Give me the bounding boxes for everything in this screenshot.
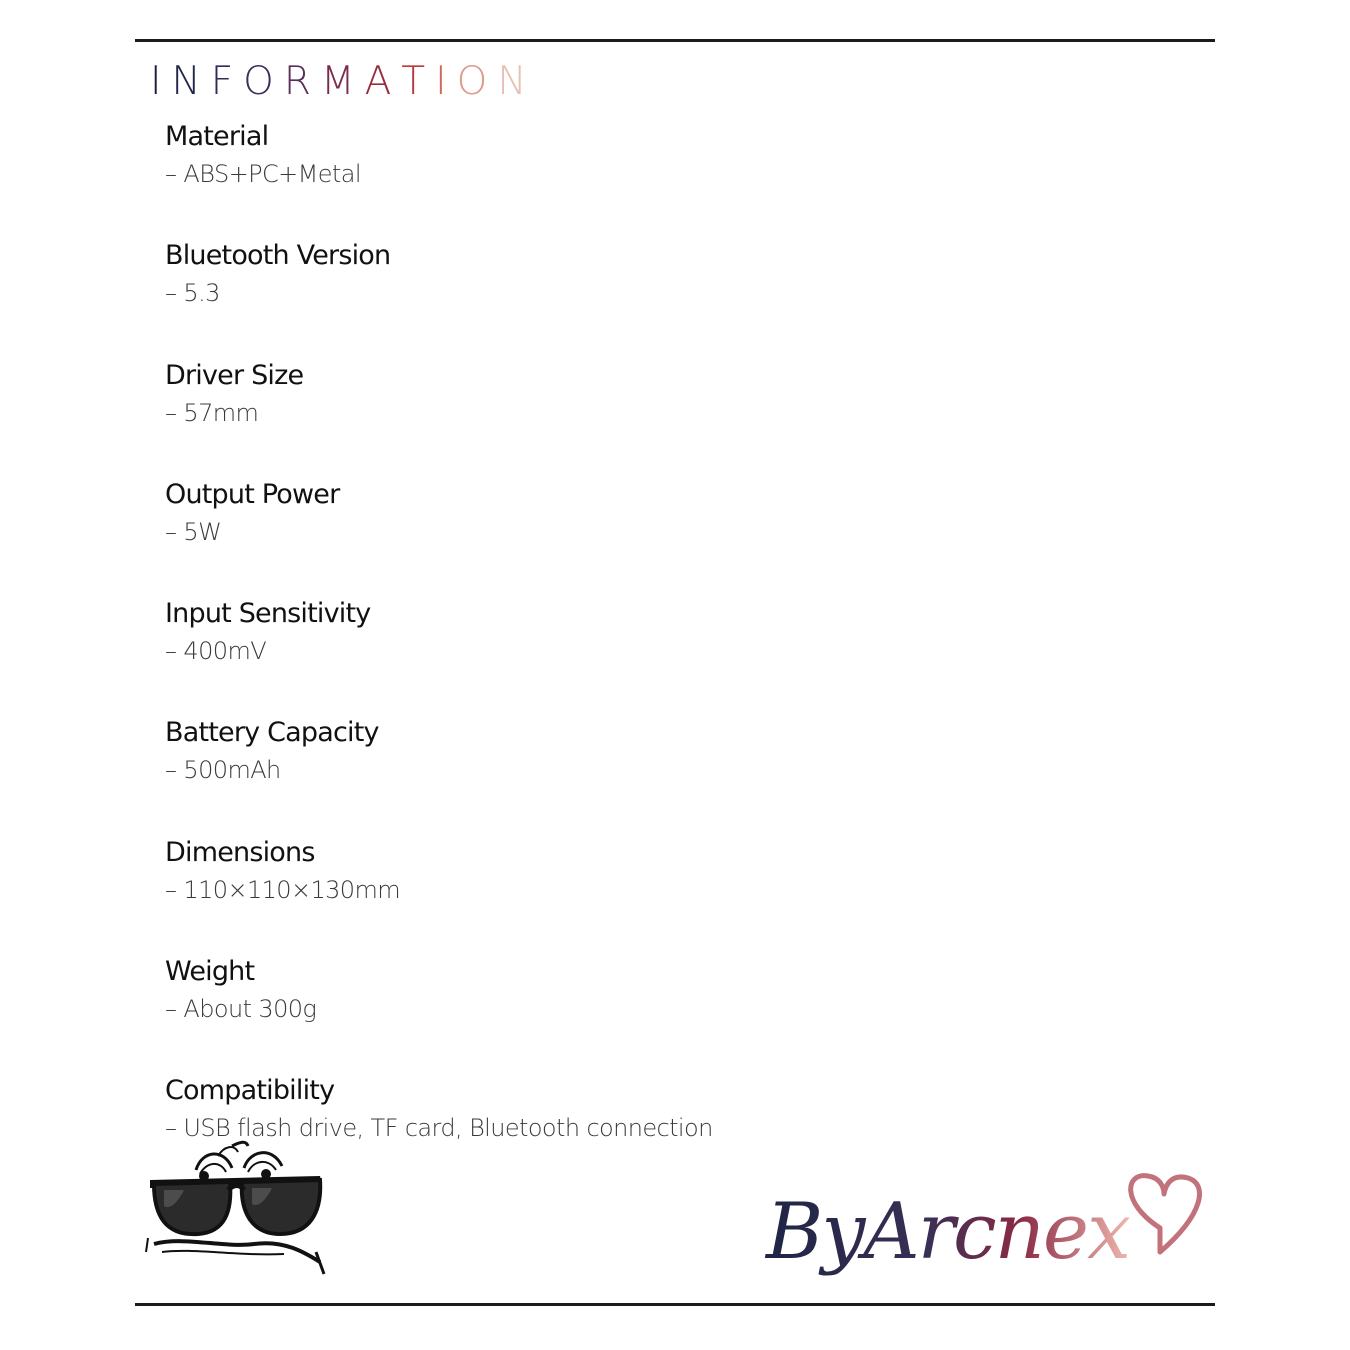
title-letter: O	[243, 59, 284, 104]
title-letter: O	[456, 59, 498, 104]
bottom-divider	[135, 1303, 1215, 1306]
spec-label: Dimensions	[165, 836, 315, 868]
title-letter: M	[320, 59, 365, 104]
spec-value: – About 300g	[165, 994, 317, 1023]
spec-value: – 5W	[165, 517, 222, 546]
spec-value: – 500mAh	[165, 756, 281, 785]
spec-item	[165, 596, 1065, 715]
spec-value: – 400mV	[165, 637, 267, 665]
title-letter: R	[283, 59, 321, 104]
spec-item	[165, 358, 1065, 477]
page-title	[150, 58, 537, 106]
spec-item	[165, 835, 1065, 954]
spec-label: Battery Capacity	[165, 717, 379, 749]
spec-value: – 5.3	[165, 279, 220, 308]
heart-icon	[1131, 1176, 1200, 1252]
title-letter: I	[150, 59, 172, 104]
spec-label: Bluetooth Version	[165, 240, 391, 272]
spec-label: Input Sensitivity	[165, 598, 371, 629]
title-letter: N	[497, 59, 537, 104]
spec-label: Output Power	[165, 478, 340, 510]
signature-text: ByArcnex	[766, 1187, 1130, 1277]
spec-value: – USB flash drive, TF card, Bluetooth connection	[165, 1114, 713, 1142]
title-letter: A	[364, 59, 402, 104]
spec-label: Material	[165, 121, 269, 152]
spec-label: Driver Size	[165, 359, 304, 391]
top-divider	[135, 39, 1215, 42]
spec-item	[165, 715, 1065, 834]
spec-item	[165, 119, 1065, 238]
title-letter: I	[435, 59, 457, 104]
spec-value: – 57mm	[165, 398, 259, 427]
sunglasses-face-icon	[144, 1140, 330, 1280]
title-letter: N	[171, 59, 211, 104]
spec-value: – 110×110×130mm	[165, 875, 401, 904]
title-letter: F	[210, 59, 244, 104]
spec-value: – ABS+PC+Metal	[165, 160, 361, 188]
spec-item	[165, 238, 1065, 357]
signature	[760, 1162, 1220, 1294]
spec-label: Compatibility	[165, 1075, 335, 1106]
spec-label: Weight	[165, 955, 255, 987]
spec-list	[165, 119, 1065, 1192]
spec-item	[165, 477, 1065, 596]
spec-item	[165, 954, 1065, 1073]
title-letter: T	[401, 59, 436, 104]
